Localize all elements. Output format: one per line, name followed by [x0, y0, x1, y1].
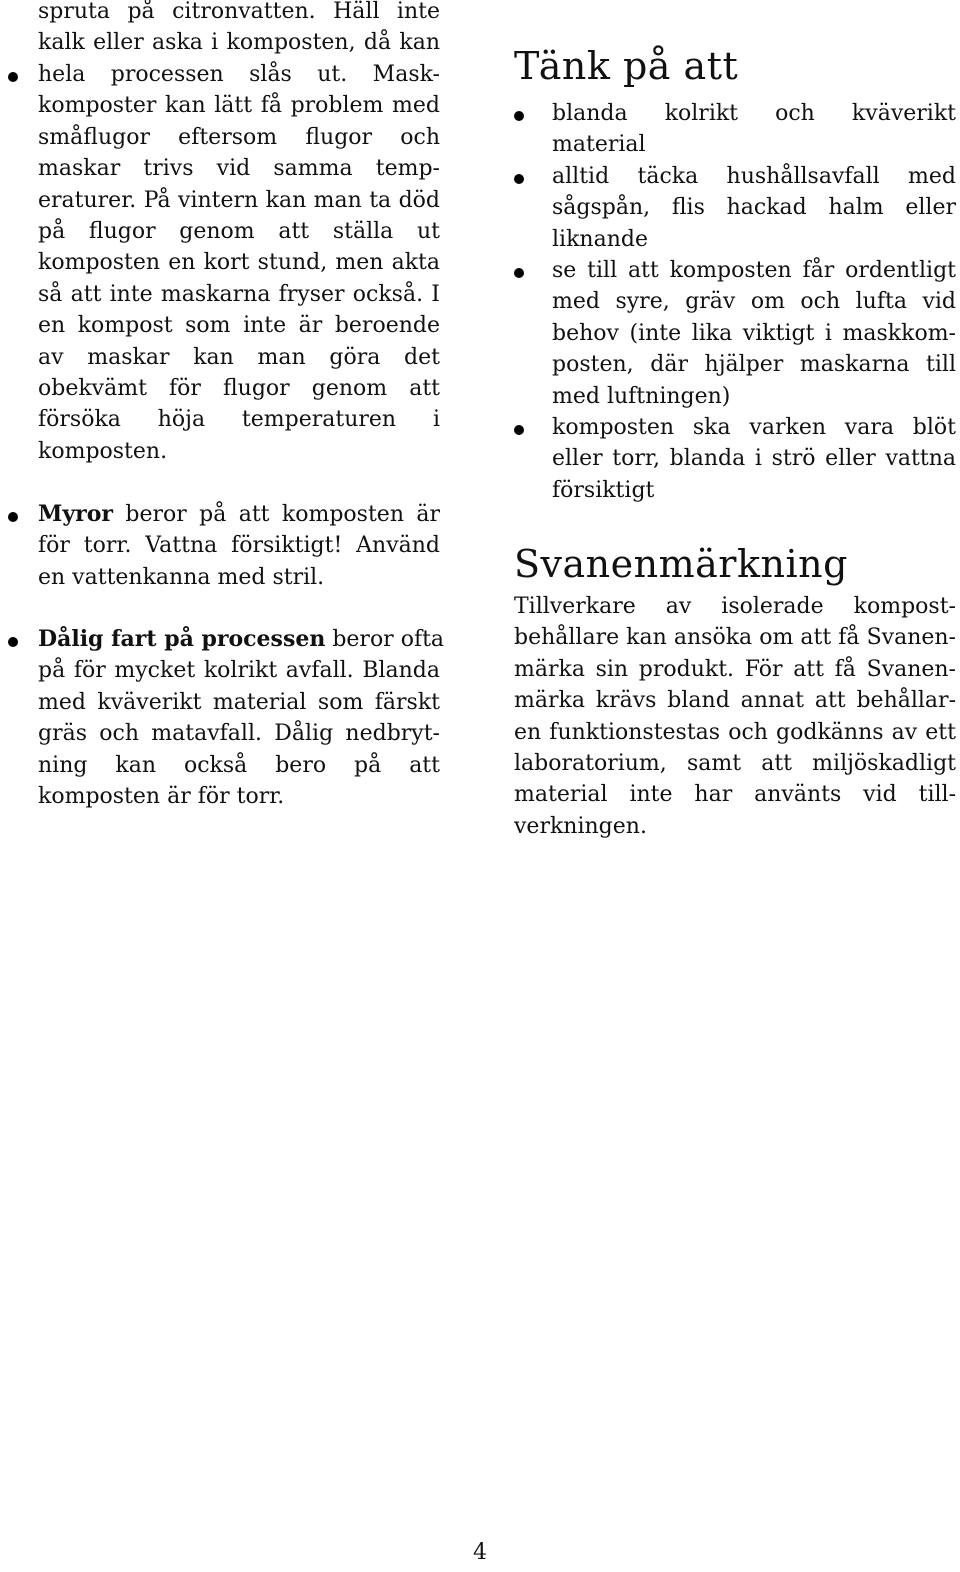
text-line: med luftningen) — [552, 383, 731, 409]
text-line: en vattenkanna med stril. — [38, 564, 325, 590]
text-line: laboratorium, samt att miljöskadligt — [514, 751, 956, 777]
tank-list-item — [552, 255, 956, 412]
text-line: sågspån, flis hackad halm eller — [552, 195, 956, 221]
bullet-text — [38, 499, 440, 593]
text-line: blanda kolrikt och kväverikt — [552, 101, 956, 126]
tank-list-item — [552, 412, 956, 506]
text-line: alltid täcka hushållsavfall med — [552, 163, 956, 189]
text-line: obekvämt för flugor genom att — [38, 376, 440, 402]
text-line: för torr. Vattna försiktigt! Använd — [38, 533, 440, 559]
text-fragment: beror ofta — [325, 627, 445, 652]
continued-paragraph — [38, 0, 440, 59]
text-line: försiktigt — [552, 477, 655, 503]
text-line: komposten en kort stund, men akta — [38, 250, 440, 276]
text-line: av maskar kan man göra det — [38, 344, 440, 370]
text-line: se till att komposten får ordentligt — [552, 258, 956, 284]
text-line: maskar trivs vid samma temp- — [38, 156, 440, 182]
text-line: Tillverkare av isolerade kompost- — [514, 594, 956, 619]
text-line: behov (inte lika viktigt i maskkom- — [552, 320, 956, 346]
text-line: med kväverikt material som färskt — [38, 689, 440, 715]
text-line: på för mycket kolrikt avfall. Blanda — [38, 658, 440, 684]
text-line: försöka höja temperaturen i — [38, 407, 440, 433]
text-line: komposten är för torr. — [38, 784, 285, 810]
text-line: behållare kan ansöka om att få Svanen- — [514, 625, 956, 651]
svanen-paragraph — [514, 591, 956, 842]
bullet-item-myror — [38, 499, 440, 593]
text-line: märka sin produkt. För att få Svanen- — [514, 656, 956, 682]
text-line: så att inte maskarna fryser också. I — [38, 281, 440, 307]
text-line: en funktionstestas och godkänns av ett — [514, 719, 956, 745]
bullet-item-maskkomposter — [38, 59, 440, 467]
continued-text — [38, 0, 440, 59]
page-number: 4 — [473, 1540, 487, 1565]
text-line: spruta på citronvatten. Häll inte — [38, 0, 440, 24]
tank-list-item — [552, 98, 956, 161]
bullet-text — [38, 59, 440, 467]
tank-list-text — [552, 98, 956, 161]
heading-svanenmarkning: Svanenmärkning — [514, 542, 848, 586]
text-line: eller torr, blanda i strö eller vattna — [552, 446, 956, 472]
heading-tank-pa-att: Tänk på att — [514, 44, 739, 88]
text-line: posten, där hjälper maskarna till — [552, 352, 956, 378]
tank-list-text — [552, 161, 956, 255]
bullet-icon — [514, 425, 524, 435]
svanen-text — [514, 591, 956, 842]
bullet-icon — [514, 174, 524, 184]
bullet-icon — [8, 72, 18, 82]
bullet-icon — [514, 268, 524, 278]
text-line: småflugor eftersom flugor och — [38, 124, 440, 150]
text-line — [38, 499, 440, 530]
text-line: material — [552, 132, 646, 158]
text-line: märka krävs bland annat att behållar- — [514, 688, 956, 714]
text-line — [38, 624, 445, 655]
bullet-icon — [8, 512, 18, 522]
text-line: gräs och matavfall. Dålig nedbryt- — [38, 721, 440, 747]
text-line: ning kan också bero på att — [38, 752, 440, 778]
text-line: kalk eller aska i komposten, då kan — [38, 30, 440, 56]
text-line: med syre, gräv om och lufta vid — [552, 289, 956, 315]
text-line: verkningen. — [514, 813, 647, 839]
tank-list-text — [552, 412, 956, 506]
bullet-item-dalig-fart — [38, 624, 445, 812]
text-line: material inte har använts vid till- — [514, 782, 956, 808]
text-line: hela processen slås ut. Mask- — [38, 62, 440, 87]
text-line: på flugor genom att ställa ut — [38, 219, 440, 245]
bold-keyword: Dålig fart på processen — [38, 626, 326, 652]
tank-list-item — [552, 161, 956, 255]
bold-keyword: Myror — [38, 501, 113, 527]
text-line: komposten. — [38, 438, 168, 464]
text-fragment: beror på att komposten är — [113, 502, 440, 527]
bullet-icon — [8, 637, 18, 647]
tank-list — [552, 98, 956, 506]
tank-list-text — [552, 255, 956, 412]
text-line: en kompost som inte är beroende — [38, 313, 440, 339]
text-line: eraturer. På vintern kan man ta död — [38, 187, 440, 213]
bullet-icon — [514, 111, 524, 121]
text-line: komposter kan lätt få problem med — [38, 93, 440, 119]
bullet-text — [38, 624, 445, 812]
text-line: liknande — [552, 226, 648, 252]
text-line: komposten ska varken vara blöt — [552, 415, 956, 441]
